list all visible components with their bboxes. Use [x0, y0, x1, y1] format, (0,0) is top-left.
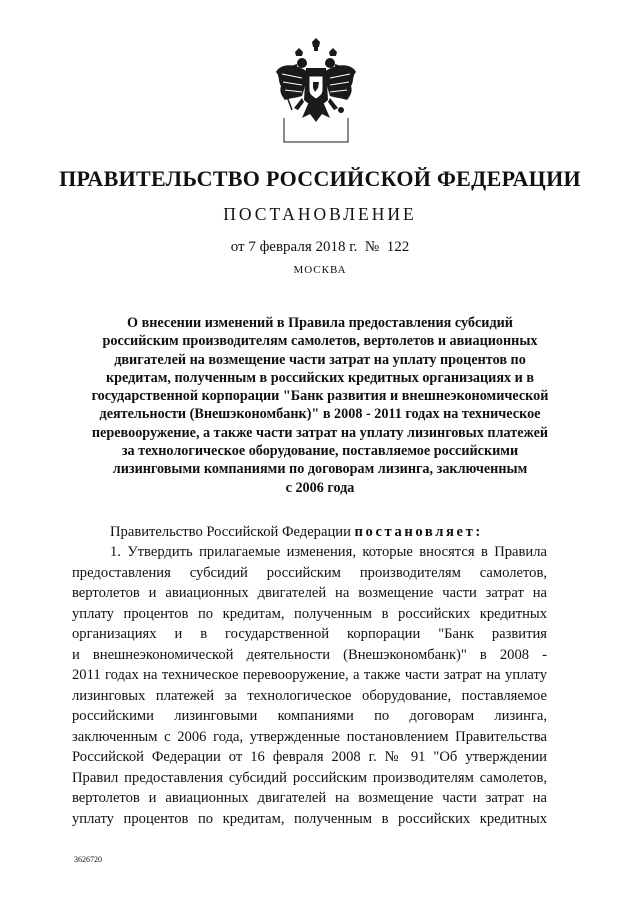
heading-line: государственной корпорации "Банк развития и внешнеэкономической — [91, 388, 549, 405]
paragraph-line: уплату процентов по кредитам, полученным в российских кредитных — [72, 810, 547, 827]
resolution-body — [72, 522, 547, 829]
heading-line: российским производителям самолетов, вертолетов и авиационных — [102, 333, 538, 350]
paragraph-line: и внешнеэкономической деятельности (Внешэкономбанк)" в 2008 - — [72, 646, 547, 663]
paragraph-line: лизинговых платежей за технологическое оборудование, поставляемое — [72, 687, 547, 704]
heading-line: двигателей на возмещение части затрат на уплату процентов по — [114, 351, 526, 368]
document-type: ПОСТАНОВЛЕНИЕ — [223, 204, 417, 224]
government-title: ПРАВИТЕЛЬСТВО РОССИЙСКОЙ ФЕДЕРАЦИИ — [59, 166, 581, 191]
heading-line: О внесении изменений в Правила предоставления субсидий — [127, 315, 513, 331]
document-date-number: от 7 февраля 2018 г. № 122 — [230, 239, 410, 255]
paragraph-line: организациях и в государственной корпорации "Банк развития — [72, 626, 547, 643]
paragraph-line: вертолетов и авиационных двигателей на возмещение части затрат на — [72, 790, 547, 807]
heading-line: деятельности (Внешэкономбанк)" в 2008 - 2011 годах на техническое — [99, 406, 541, 423]
paragraph-line: 2011 годах на техническое перевооружение, а также части затрат на уплату — [72, 667, 547, 684]
paragraph-line: уплату процентов по кредитам, полученным в российских кредитных — [72, 605, 547, 622]
paragraph-line: Правил предоставления субсидий российским производителям самолетов, — [72, 769, 547, 786]
heading-line: за технологическое оборудование, поставляемое российскими — [121, 443, 519, 460]
enacting-clause — [72, 522, 547, 542]
document-city: МОСКВА — [293, 264, 347, 276]
enacting-verb: постановляет: — [354, 524, 483, 540]
enacting-text: Правительство Российской Федерации — [110, 524, 355, 540]
document-code: 3626720 — [74, 855, 102, 864]
heading-line: перевооружение, а также части затрат на уплату лизинговых платежей — [91, 424, 549, 441]
paragraph-line: 1. Утвердить прилагаемые изменения, которые вносятся в Правила — [110, 544, 547, 561]
paragraph-line: предоставления субсидий российским производителям самолетов, — [72, 564, 547, 581]
heading-line: лизинговыми компаниями по договорам лизинга, заключенным — [112, 461, 528, 478]
paragraph-line: заключенным с 2006 года, утвержденные постановлением Правительства — [72, 728, 547, 745]
heading-line: кредитам, полученным в российских кредитных организациях и в — [105, 369, 535, 386]
paragraph-line: российскими лизинговыми компаниями по договорам лизинга, — [72, 708, 547, 725]
resolution-heading — [80, 314, 560, 497]
coat-of-arms-icon — [272, 38, 360, 144]
paragraph-line: вертолетов и авиационных двигателей на возмещение части затрат на — [72, 585, 547, 602]
heading-line: с 2006 года — [285, 479, 355, 496]
paragraph-line: Российской Федерации от 16 февраля 2008 г. № 91 "Об утверждении — [72, 749, 547, 766]
